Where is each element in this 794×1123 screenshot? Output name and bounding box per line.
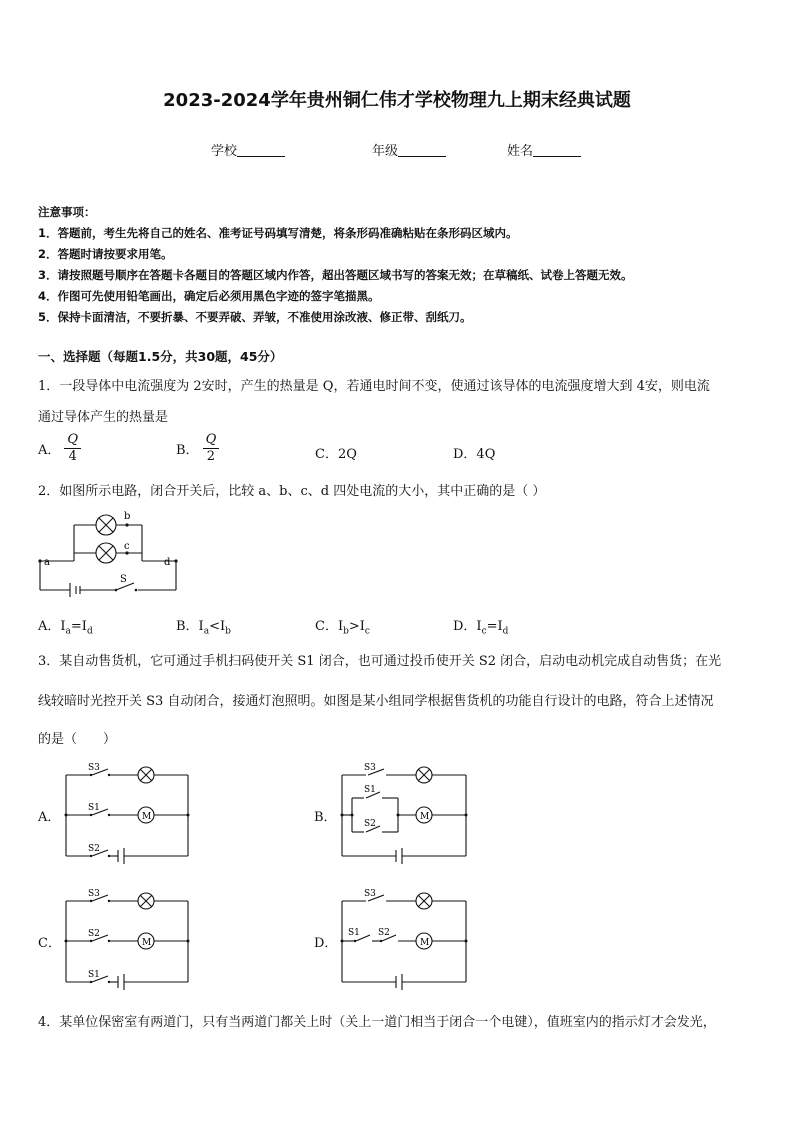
opt-sub: c [364, 626, 370, 637]
motor-label: M [142, 812, 152, 822]
opt-sub: c [481, 626, 487, 637]
q1-text-line2: 通过导体产生的热量是 [38, 410, 169, 425]
q3-option-a-label[interactable]: A． [38, 810, 61, 825]
opt-sub: b [343, 626, 349, 637]
q2-option-d[interactable] [453, 615, 508, 637]
opt-text: >I [348, 619, 365, 634]
notes-block [38, 202, 768, 328]
q3-text-line3: 的是（ ） [38, 732, 117, 747]
switch-label: S2 [364, 819, 376, 829]
switch-label: S1 [88, 803, 100, 813]
opt-text: B．I [176, 619, 204, 634]
note-item: 5．保持卡面清洁，不要折暴、不要弄破、弄皱，不准使用涂改液、修正带、刮纸刀。 [38, 310, 472, 324]
label-a: a [44, 557, 50, 568]
opt-text: D．I [453, 619, 482, 634]
q1-option-a-fraction [64, 432, 81, 465]
fraction-denominator: 4 [68, 449, 77, 464]
q2-option-b[interactable] [176, 615, 231, 637]
opt-sub: b [225, 626, 231, 637]
q4-text-line1: 4．某单位保密室有两道门，只有当两道门都关上时（关上一道门相当于闭合一个电键），值班室内的指示灯才会发光， [38, 1015, 716, 1030]
switch-label: S2 [88, 929, 100, 939]
grade-field[interactable] [372, 140, 446, 159]
q3-option-d-label[interactable]: D． [314, 936, 338, 951]
q3-option-b-circuit [338, 760, 472, 868]
motor-label: M [142, 938, 152, 948]
motor-label: M [420, 812, 430, 822]
q3-option-c-label[interactable]: C． [38, 936, 61, 951]
q3-option-a-circuit [62, 760, 194, 864]
q2-option-c[interactable] [315, 615, 370, 637]
note-item: 2．答题时请按要求用笔。 [38, 247, 173, 261]
opt-text: A．I [38, 619, 66, 634]
q3-option-c-circuit [62, 886, 194, 990]
switch-label: S3 [364, 763, 376, 773]
note-item: 1．答题前，考生先将自己的姓名、准考证号码填写清楚，将条形码准确粘贴在条形码区域内。 [38, 226, 518, 240]
motor-label: M [420, 938, 430, 948]
opt-sub: a [203, 626, 210, 637]
switch-label: S3 [364, 889, 376, 899]
label-c: c [124, 541, 130, 552]
fraction-numerator: Q [203, 432, 220, 449]
switch-label: S1 [364, 785, 376, 795]
fraction-denominator: 2 [206, 449, 216, 464]
name-field[interactable] [507, 140, 581, 159]
q1-option-d[interactable]: D．4Q [453, 447, 496, 462]
q1-option-b[interactable] [176, 432, 219, 465]
opt-sub: a [65, 626, 71, 637]
switch-label: S1 [88, 970, 100, 980]
q2-text: 2．如图所示电路，闭合开关后，比较 a、b、c、d 四处电流的大小，其中正确的是（ ） [38, 484, 546, 499]
name-blank[interactable] [533, 142, 581, 157]
q1-option-b-label: B． [176, 443, 199, 458]
q3-text-line2: 线较暗时光控开关 S3 自动闭合，接通灯泡照明。如图是某小组同学根据售货机的功能自行设计的电路，符合上述情况 [38, 694, 714, 709]
opt-text: C．I [315, 619, 344, 634]
label-s: S [120, 574, 127, 585]
section-heading: 一、选择题（每题1.5分，共30题，45分） [38, 349, 283, 364]
switch-label: S3 [88, 763, 100, 773]
switch-label: S1 [348, 928, 360, 938]
grade-blank[interactable] [398, 142, 446, 157]
notes-heading: 注意事项： [38, 205, 96, 219]
switch-label: S3 [88, 889, 100, 899]
fraction-numerator: Q [64, 432, 81, 449]
q2-option-a[interactable] [38, 615, 93, 637]
name-label: 姓名 [507, 144, 534, 159]
q1-option-b-fraction [203, 432, 220, 465]
page-title: 2023-2024学年贵州铜仁伟才学校物理九上期末经典试题 [163, 90, 631, 111]
q1-option-c[interactable]: C．2Q [315, 447, 357, 462]
note-item: 4．作图可先使用铅笔画出，确定后必须用黑色字迹的签字笔描黑。 [38, 289, 380, 303]
opt-sub: d [86, 626, 93, 637]
note-item: 3．请按照题号顺序在答题卡各题目的答题区域内作答，超出答题区域书写的答案无效；在草稿纸、试卷上答题无效。 [38, 268, 633, 282]
school-label: 学校 [211, 144, 238, 159]
q1-option-a[interactable] [38, 432, 81, 465]
school-field[interactable] [211, 140, 285, 159]
q3-text-line1: 3．某自动售货机，它可通过手机扫码使开关 S1 闭合，也可通过投币使开关 S2 闭合，启动电动机完成自动售货；在光 [38, 654, 722, 669]
grade-label: 年级 [372, 144, 399, 159]
opt-sub: d [502, 626, 509, 637]
q2-circuit-diagram [34, 505, 184, 597]
q3-option-b-label[interactable]: B． [314, 810, 337, 825]
school-blank[interactable] [237, 142, 285, 157]
q3-option-d-circuit [338, 886, 472, 992]
label-b: b [124, 511, 131, 522]
label-d: d [164, 557, 171, 568]
opt-text: =I [70, 619, 87, 634]
opt-text: <I [209, 619, 226, 634]
switch-label: S2 [88, 844, 100, 854]
switch-label: S2 [378, 928, 390, 938]
q1-option-a-label: A． [38, 443, 61, 458]
q1-text-line1: 1．一段导体中电流强度为 2安时，产生的热量是 Q，若通电时间不变，使通过该导体的电流强度增大到 4安，则电流 [38, 379, 710, 394]
opt-text: =I [486, 619, 503, 634]
